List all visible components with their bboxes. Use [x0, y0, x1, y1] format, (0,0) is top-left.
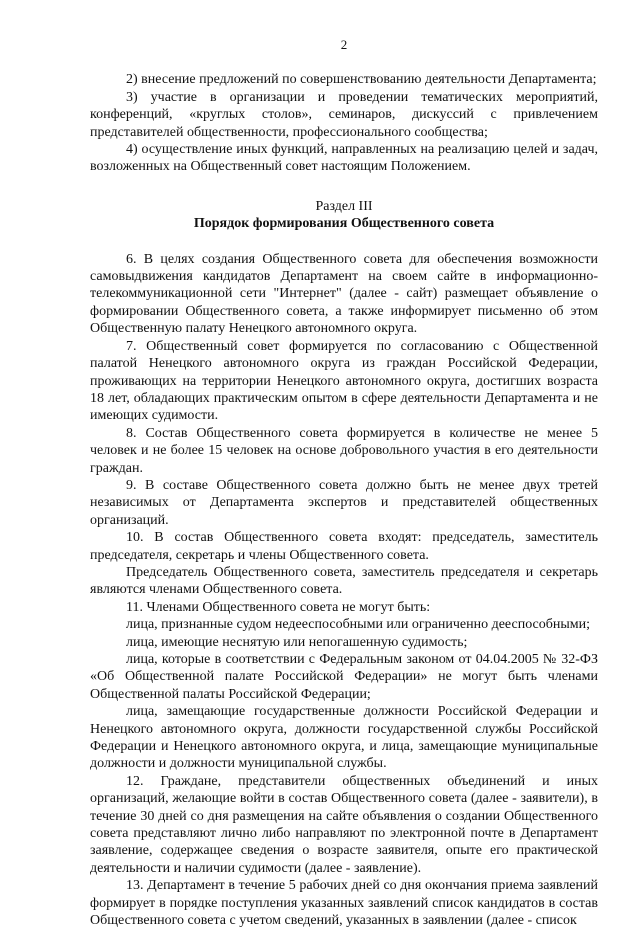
- section-title: Порядок формирования Общественного совета: [193, 216, 495, 232]
- paragraph: лица, замещающие государственные должности Российской Федерации и Ненецкого автономного округа, должности государственной службы Российской Федерации и Ненецкого автономного округа, и лица, замещающие муниципальные должности и должности муниципальной службы.: [90, 704, 598, 772]
- paragraph: 6. В целях создания Общественного совета для обеспечения возможности самовыдвижения кандидатов Департамент на своем сайте в информационно-телекоммуникационной сети "Интернет" (далее - сайт) размещает объявление о формировании Общественного совета, а также информирует письменно об этом Общественную палату Ненецкого автономного округа.: [90, 251, 598, 337]
- paragraph: 10. В состав Общественного совета входят: председатель, заместитель председателя, секретарь и члены Общественного совета.: [90, 530, 598, 563]
- paragraph: 12. Граждане, представители общественных объединений и иных организаций, желающие войти в состав Общественного совета (далее - заявители), в течение 30 дней со дня размещения на сайте объявления о создании Общественного совета представляют лично либо направляют по электронной почте в Департамент заявление, содержащее сведения о возрасте заявителя, опыте его практической деятельности и наличии судимости (далее - заявление).: [90, 773, 598, 876]
- page-number: 2: [340, 37, 348, 52]
- paragraph: 11. Членами Общественного совета не могут быть:: [126, 599, 431, 615]
- paragraph: 13. Департамент в течение 5 рабочих дней со дня окончания приема заявлений формирует в порядке поступления указанных заявлений список кандидатов в состав Общественного совета с учетом сведений, указанных в заявлении (далее - список: [90, 878, 598, 929]
- intro-block: [90, 71, 598, 175]
- paragraph: 9. В составе Общественного совета должно быть не менее двух третей независимых от Департамента экспертов и представителей общественных организаций.: [90, 477, 598, 528]
- paragraph: Председатель Общественного совета, заместитель председателя и секретарь являются членами Общественного совета.: [90, 564, 598, 598]
- paragraph: 7. Общественный совет формируется по согласованию с Общественной палатой Ненецкого автономного округа из граждан Российской Федерации, проживающих на территории Ненецкого автономного округа, достигших возраста 18 лет, обладающих практическим опытом в сфере деятельности Департамента и не имеющих судимости.: [90, 338, 598, 424]
- intro-paragraph: 4) осуществление иных функций, направленных на реализацию целей и задач, возложенных на Общественный совет настоящим Положением.: [90, 142, 598, 175]
- paragraph: лица, которые в соответствии с Федеральным законом от 04.04.2005 № 32-ФЗ «Об Общественной палате Российской Федерации» не могут быть членами Общественной палаты Российской Федерации;: [90, 652, 598, 702]
- intro-paragraph: 3) участие в организации и проведении тематических мероприятий, конференций, «круглых столов», семинаров, дискуссий с привлечением представителей общественности, профессионального сообщества;: [90, 89, 598, 140]
- intro-paragraph: 2) внесение предложений по совершенствованию деятельности Департамента;: [126, 72, 597, 88]
- paragraph: лица, признанные судом недееспособными или ограниченно дееспособными;: [126, 617, 591, 633]
- paragraph: лица, имеющие неснятую или непогашенную судимость;: [126, 634, 468, 650]
- paragraph: 8. Состав Общественного совета формируется в количестве не менее 5 человек и не более 15 человек на основе добровольного участия в его деятельности граждан.: [90, 425, 598, 476]
- section-heading: Раздел III: [315, 198, 373, 214]
- body-block: [90, 251, 598, 930]
